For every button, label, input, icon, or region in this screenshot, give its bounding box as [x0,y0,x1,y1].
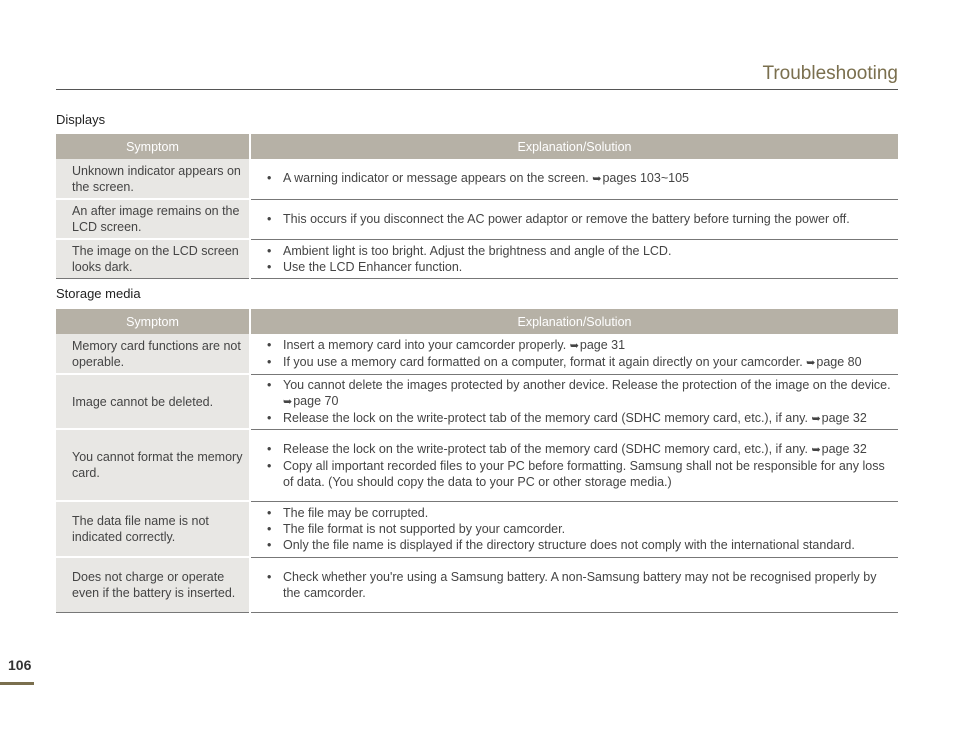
symptom-cell: Memory card functions are not operable. [56,334,250,374]
list-item [267,537,892,553]
item-text: If you use a memory card formatted on a computer, format it again directly on your camcorder. [283,354,807,369]
symptom-column-header: Symptom [56,309,250,334]
item-text: Release the lock on the write-protect tab of the memory card (SDHC memory card, etc.), if any. [283,410,812,425]
explanation-list [267,441,892,490]
explanation-cell [250,429,898,501]
section-title-storage: Storage media [56,286,141,301]
page-reference [592,171,689,185]
explanation-column-header: Explanation/Solution [250,309,898,334]
symptom-cell: Does not charge or operate even if the battery is inserted. [56,557,250,612]
explanation-cell [250,374,898,429]
page-number: 106 [8,657,32,673]
item-text: Ambient light is too bright. Adjust the brightness and angle of the LCD. [283,243,672,258]
title-divider [56,89,898,90]
explanation-cell [250,501,898,557]
explanation-cell [250,159,898,199]
page-ref-arrow-icon: ➥ [806,356,816,369]
page-ref-text: page 32 [821,410,867,425]
symptom-cell: The image on the LCD screen looks dark. [56,239,250,278]
item-text: Use the LCD Enhancer function. [283,259,463,274]
page-reference [806,355,861,369]
item-text: Check whether you're using a Samsung battery. A non-Samsung battery may not be recognised properly by the camcorder. [283,569,877,600]
explanation-cell [250,239,898,278]
section-title-displays: Displays [56,112,106,127]
table-row [56,159,898,199]
list-item [267,441,892,458]
table-row [56,557,898,612]
list-item [267,259,892,275]
explanation-list [267,569,892,601]
list-item [267,354,892,371]
explanation-list [267,505,892,553]
explanation-cell [250,334,898,374]
displays-table [56,134,898,279]
page-number-bar [0,682,34,685]
table-row [56,199,898,239]
page-ref-text: page 31 [579,337,626,352]
item-text: You cannot delete the images protected by another device. Release the protection of the image on the device. [283,377,891,392]
page-reference [811,411,866,425]
list-item [267,505,892,521]
item-text: Release the lock on the write-protect tab of the memory card (SDHC memory card, etc.), if any. [283,441,812,456]
symptom-cell: You cannot format the memory card. [56,429,250,501]
page-ref-text: page 80 [816,354,862,369]
table-row [56,239,898,278]
page-ref-arrow-icon: ➥ [811,412,821,425]
symptom-cell: Unknown indicator appears on the screen. [56,159,250,199]
list-item [267,569,892,601]
page-reference [811,442,866,456]
symptom-column-header: Symptom [56,134,250,159]
symptom-cell: Image cannot be deleted. [56,374,250,429]
table-row [56,501,898,557]
page-ref-arrow-icon: ➥ [569,339,579,352]
list-item [267,458,892,490]
explanation-list [267,170,892,187]
list-item [267,377,892,410]
item-text: This occurs if you disconnect the AC power adaptor or remove the battery before turning the power off. [283,212,850,226]
symptom-cell: The data file name is not indicated correctly. [56,501,250,557]
list-item [267,243,892,259]
item-text: Insert a memory card into your camcorder properly. [283,337,570,352]
page-ref-arrow-icon: ➥ [811,443,821,456]
table-row [56,374,898,429]
explanation-list [267,377,892,427]
item-text: Only the file name is displayed if the directory structure does not comply with the international standard. [283,538,855,552]
page-ref-arrow-icon: ➥ [283,395,293,408]
symptom-cell: An after image remains on the LCD screen. [56,199,250,239]
item-text: The file format is not supported by your camcorder. [283,522,566,536]
explanation-cell [250,557,898,612]
page-reference [570,338,625,352]
list-item [267,521,892,537]
item-text: The file may be corrupted. [283,506,429,520]
page-reference [283,394,338,408]
explanation-cell [250,199,898,239]
table-row [56,334,898,374]
page-ref-arrow-icon: ➥ [592,173,602,186]
item-text: A warning indicator or message appears on the screen. [283,171,593,186]
page-ref-text: page 70 [293,393,339,408]
table-row [56,429,898,501]
list-item [267,170,892,187]
explanation-column-header: Explanation/Solution [250,134,898,159]
explanation-list [267,211,892,227]
list-item [267,410,892,427]
page-ref-text: pages 103~105 [602,171,689,186]
list-item [267,337,892,354]
page-ref-text: page 32 [821,441,867,456]
list-item [267,211,892,227]
explanation-list [267,337,892,371]
item-text: Copy all important recorded files to your PC before formatting. Samsung shall not be responsible for any loss of data. (You should copy the data to your PC or other storage media.) [283,458,885,489]
page-title: Troubleshooting [762,63,898,84]
storage-table [56,309,898,613]
explanation-list [267,243,892,275]
